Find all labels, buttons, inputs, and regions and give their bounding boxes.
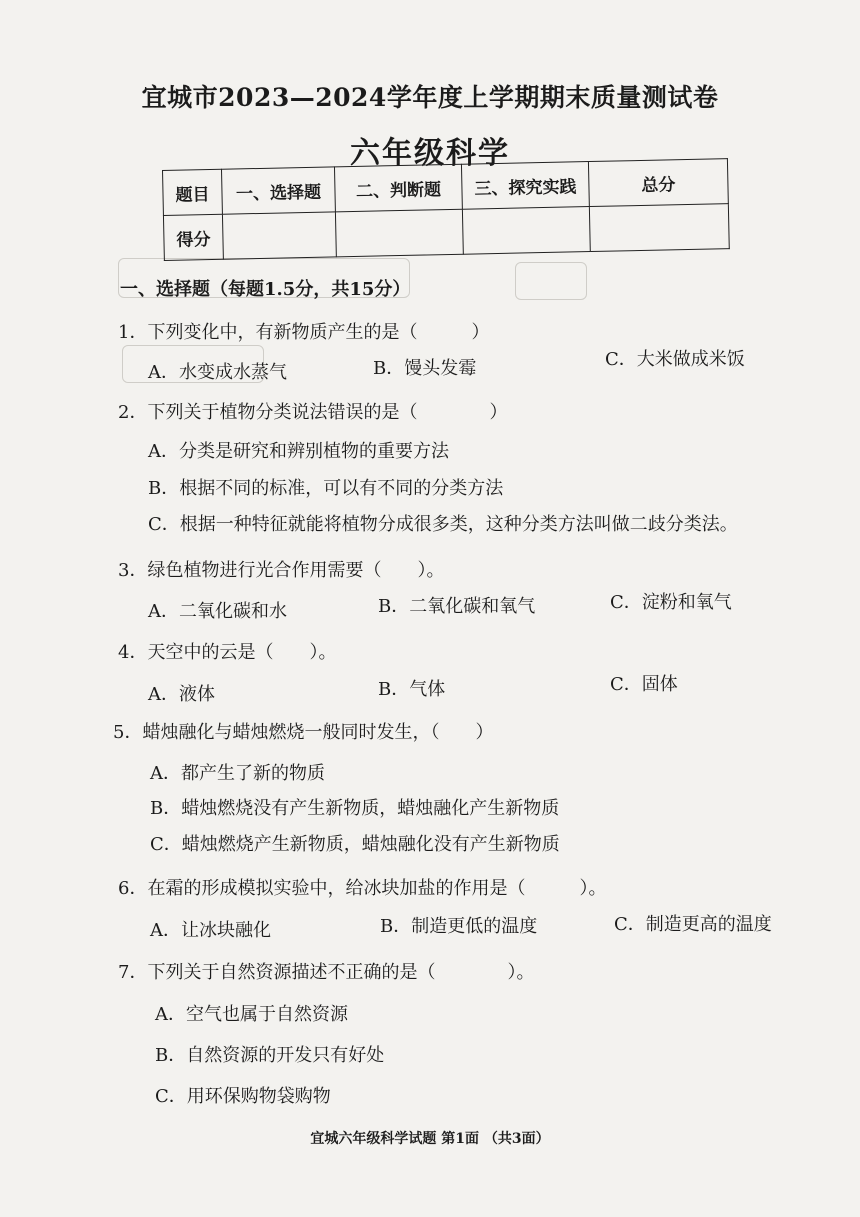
question-option: C．根据一种特征就能将植物分成很多类，这种分类方法叫做二歧分类法。 bbox=[148, 514, 738, 535]
score-table bbox=[162, 158, 730, 261]
question-option: C．蜡烛燃烧产生新物质，蜡烛融化没有产生新物质 bbox=[150, 834, 560, 855]
question-stem: 1．下列变化中，有新物质产生的是（ ） bbox=[118, 322, 490, 343]
question-option: B．馒头发霉 bbox=[373, 358, 477, 379]
question-option: C．用环保购物袋购物 bbox=[155, 1086, 331, 1107]
score-cell-value bbox=[222, 212, 336, 259]
question-stem: 4．天空中的云是（ ）。 bbox=[118, 642, 337, 663]
question-option: B．根据不同的标准，可以有不同的分类方法 bbox=[148, 478, 504, 499]
question-stem: 2．下列关于植物分类说法错误的是（ ） bbox=[118, 402, 508, 423]
score-cell-label: 得分 bbox=[163, 214, 223, 260]
question-option: B．蜡烛燃烧没有产生新物质，蜡烛融化产生新物质 bbox=[150, 798, 560, 819]
question-option: A．分类是研究和辨别植物的重要方法 bbox=[148, 441, 449, 462]
question-option: A．让冰块融化 bbox=[150, 920, 271, 941]
question-option: A．都产生了新的物质 bbox=[150, 763, 325, 784]
page-footer: 宜城六年级科学试题 第1面 （共3面） bbox=[310, 1131, 550, 1147]
exam-subtitle: 六年级科学 bbox=[350, 136, 510, 171]
question-option: B．自然资源的开发只有好处 bbox=[155, 1045, 385, 1066]
score-cell-value bbox=[462, 207, 590, 255]
question-option: A．二氧化碳和水 bbox=[148, 601, 287, 622]
question-option: C．淀粉和氧气 bbox=[610, 592, 732, 613]
question-option: A．空气也属于自然资源 bbox=[155, 1004, 348, 1025]
question-stem: 5．蜡烛融化与蜡烛燃烧一般同时发生，（ ） bbox=[113, 722, 494, 743]
section-heading: 一、选择题（每题1.5分，共15分） bbox=[120, 279, 411, 300]
question-stem: 6．在霜的形成模拟实验中，给冰块加盐的作用是（ ）。 bbox=[118, 878, 607, 899]
question-option: C．固体 bbox=[610, 674, 678, 695]
question-option: C．制造更高的温度 bbox=[614, 914, 772, 935]
question-option: A．水变成水蒸气 bbox=[148, 362, 287, 383]
score-cell-header: 一、选择题 bbox=[221, 167, 335, 214]
question-option: B．二氧化碳和氧气 bbox=[378, 596, 536, 617]
exam-title: 宜城市2023—2024学年度上学期期末质量测试卷 bbox=[141, 83, 719, 112]
question-option: A．液体 bbox=[148, 684, 215, 705]
score-cell-value bbox=[589, 204, 729, 252]
score-cell-header: 二、判断题 bbox=[334, 164, 462, 212]
question-option: B．气体 bbox=[378, 679, 446, 700]
question-option: C．大米做成米饭 bbox=[605, 349, 745, 370]
score-cell-value bbox=[335, 209, 463, 257]
bleed-through-box bbox=[515, 262, 587, 300]
question-stem: 3．绿色植物进行光合作用需要（ ）。 bbox=[118, 560, 445, 581]
score-cell-header: 总分 bbox=[588, 159, 728, 207]
question-stem: 7．下列关于自然资源描述不正确的是（ ）。 bbox=[118, 962, 535, 983]
score-cell-label: 题目 bbox=[163, 169, 223, 215]
question-option: B．制造更低的温度 bbox=[380, 916, 538, 937]
score-cell-header: 三、探究实践 bbox=[461, 162, 589, 210]
